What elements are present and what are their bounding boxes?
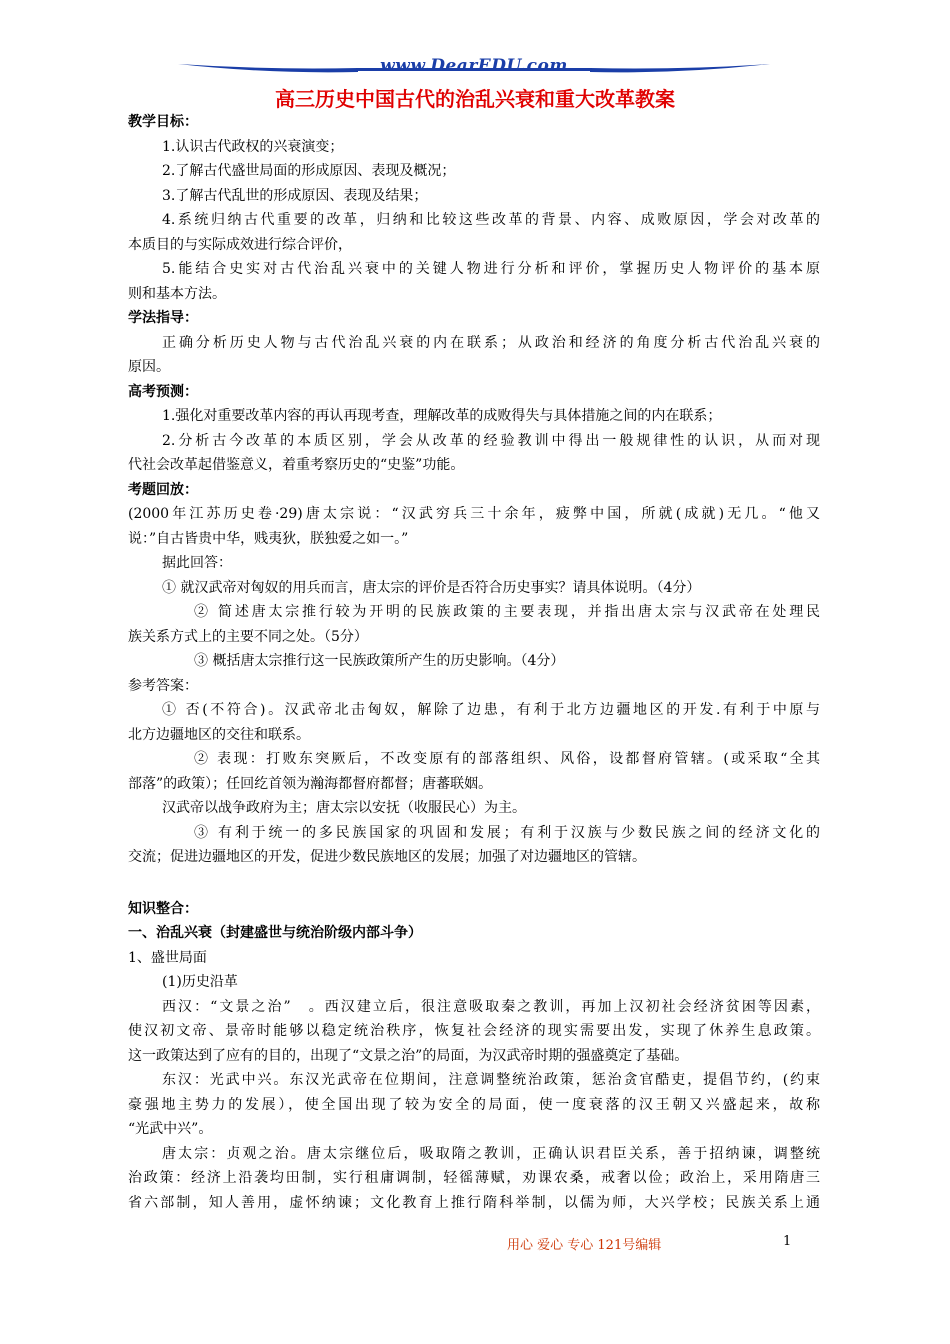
forecast-line: 2.分析古今改革的本质区别，学会从改革的经验教训中得出一般规律性的认识，从而对现: [162, 432, 820, 449]
page-number: 1: [783, 1234, 792, 1249]
method-line: 正确分析历史人物与古代治乱兴衰的内在联系；从政治和经济的角度分析古代治乱兴衰的: [162, 334, 820, 351]
goal-line: 则和基本方法。: [128, 285, 226, 302]
answer-3: 交流；促进边疆地区的开发，促进少数民族地区的发展；加强了对边疆地区的管辖。: [128, 849, 646, 865]
paragraph-line: 省六部制，知人善用，虚怀纳谏；文化教育上推行隋科举制，以儒为师，大兴学校；民族关系上通: [128, 1194, 820, 1211]
document-title: 高三历史中国古代的治乱兴衰和重大改革教案: [275, 87, 675, 111]
paragraph-line: 这一政策达到了应有的目的，出现了“文景之治”的局面，为汉武帝时期的强盛奠定了基础。: [128, 1047, 689, 1064]
answer-label: 参考答案：: [128, 677, 198, 694]
exam-question-1: ① 就汉武帝对匈奴的用兵而言，唐太宗的评价是否符合历史事实？请具体说明。（4分）: [162, 579, 701, 596]
goal-line: 5.能结合史实对古代治乱兴衰中的关键人物进行分析和评价，掌握历史人物评价的基本原: [162, 261, 820, 277]
paragraph-line: 治政策：经济上沿袭均田制，实行租庸调制，轻徭薄赋，劝课农桑，戒奢以俭；政治上，采用隋唐三: [128, 1170, 820, 1186]
footer-editor-note: 用心 爱心 专心 121号编辑: [507, 1238, 662, 1253]
subheading-order-chaos: 一、治乱兴衰（封建盛世与统治阶级内部斗争）: [128, 925, 422, 941]
heading-teaching-goals: 教学目标：: [128, 114, 198, 130]
goal-line: 1.认识古代政权的兴衰演变；: [162, 138, 344, 155]
goal-line: 3.了解古代乱世的形成原因、表现及结果；: [162, 187, 428, 204]
goal-line: 本质目的与实际成效进行综合评价，: [128, 236, 352, 253]
heading-exam-forecast: 高考预测：: [128, 383, 198, 400]
heading-study-method: 学法指导：: [128, 310, 198, 326]
site-banner: [178, 56, 770, 82]
forecast-line: 代社会改革起借鉴意义，着重考察历史的“史鉴”功能。: [128, 457, 465, 473]
exam-question-stem: 说：”自古皆贵中华，贱夷狄，朕独爱之如一。”: [128, 530, 409, 547]
exam-prompt: 据此回答：: [162, 555, 232, 571]
method-line: 原因。: [128, 359, 170, 375]
goal-line: 4.系统归纳古代重要的改革，归纳和比较这些改革的背景、内容、成败原因，学会对改革的: [162, 212, 820, 228]
document-body: [128, 110, 820, 1215]
exam-question-2: ② 简述唐太宗推行较为开明的民族政策的主要表现，并指出唐太宗与汉武帝在处理民: [194, 604, 820, 620]
answer-2: 部落”的政策）；任回纥首领为瀚海都督府都督；唐蕃联姻。: [128, 775, 493, 792]
heading-knowledge: 知识整合：: [128, 900, 198, 917]
subsection-title: (1)历史沿革: [162, 974, 238, 990]
answer-2: ② 表现：打败东突厥后，不改变原有的部落组织、风俗，设都督府管辖。(或采取“全其: [194, 751, 820, 767]
answer-2: 汉武帝以战争政府为主；唐太宗以安抚（收服民心）为主。: [162, 800, 526, 816]
subsection-title: 1、盛世局面: [128, 949, 207, 966]
site-url: www.DearEDU.com: [380, 56, 568, 76]
answer-1: ① 否(不符合)。汉武帝北击匈奴，解除了边患，有利于北方边疆地区的开发.有利于中原与: [162, 702, 820, 718]
answer-1: 北方边疆地区的交往和联系。: [128, 726, 310, 743]
paragraph-line: 西汉：“文景之治” 。西汉建立后，很注意吸取秦之教训，再加上汉初社会经济贫困等因素，: [162, 998, 820, 1015]
paragraph-line: 豪强地主势力的发展），使全国出现了较为安全的局面，使一度衰落的汉王朝又兴盛起来，故称: [128, 1096, 820, 1113]
paragraph-line: 唐太宗：贞观之治。唐太宗继位后，吸取隋之教训，正确认识君臣关系，善于招纳谏，调整统: [162, 1145, 820, 1162]
exam-question-3: ③ 概括唐太宗推行这一民族政策所产生的历史影响。（4分）: [194, 653, 565, 669]
forecast-line: 1.强化对重要改革内容的再认再现考查，理解改革的成败得失与具体措施之间的内在联系；: [162, 408, 722, 424]
answer-3: ③ 有利于统一的多民族国家的巩固和发展；有利于汉族与少数民族之间的经济文化的: [194, 824, 820, 841]
paragraph-line: “光武中兴”。: [128, 1121, 213, 1137]
page-footer: [0, 1234, 950, 1254]
goal-line: 2.了解古代盛世局面的形成原因、表现及概况；: [162, 163, 456, 179]
paragraph-line: 东汉：光武中兴。东汉光武帝在位期间，注意调整统治政策，惩治贪官酷吏，提倡节约，(约束: [162, 1072, 820, 1088]
exam-question-stem: (2000年江苏历史卷·29)唐太宗说：“汉武穷兵三十余年，疲弊中国，所就(成就)无几。“他又: [128, 506, 820, 522]
heading-exam-review: 考题回放：: [128, 481, 198, 498]
paragraph-line: 使汉初文帝、景帝时能够以稳定统治秩序，恢复社会经济的现实需要出发，实现了休养生息政策。: [128, 1023, 820, 1039]
exam-question-2: 族关系方式上的主要不同之处。（5分）: [128, 628, 368, 645]
blank-line: [128, 870, 820, 897]
